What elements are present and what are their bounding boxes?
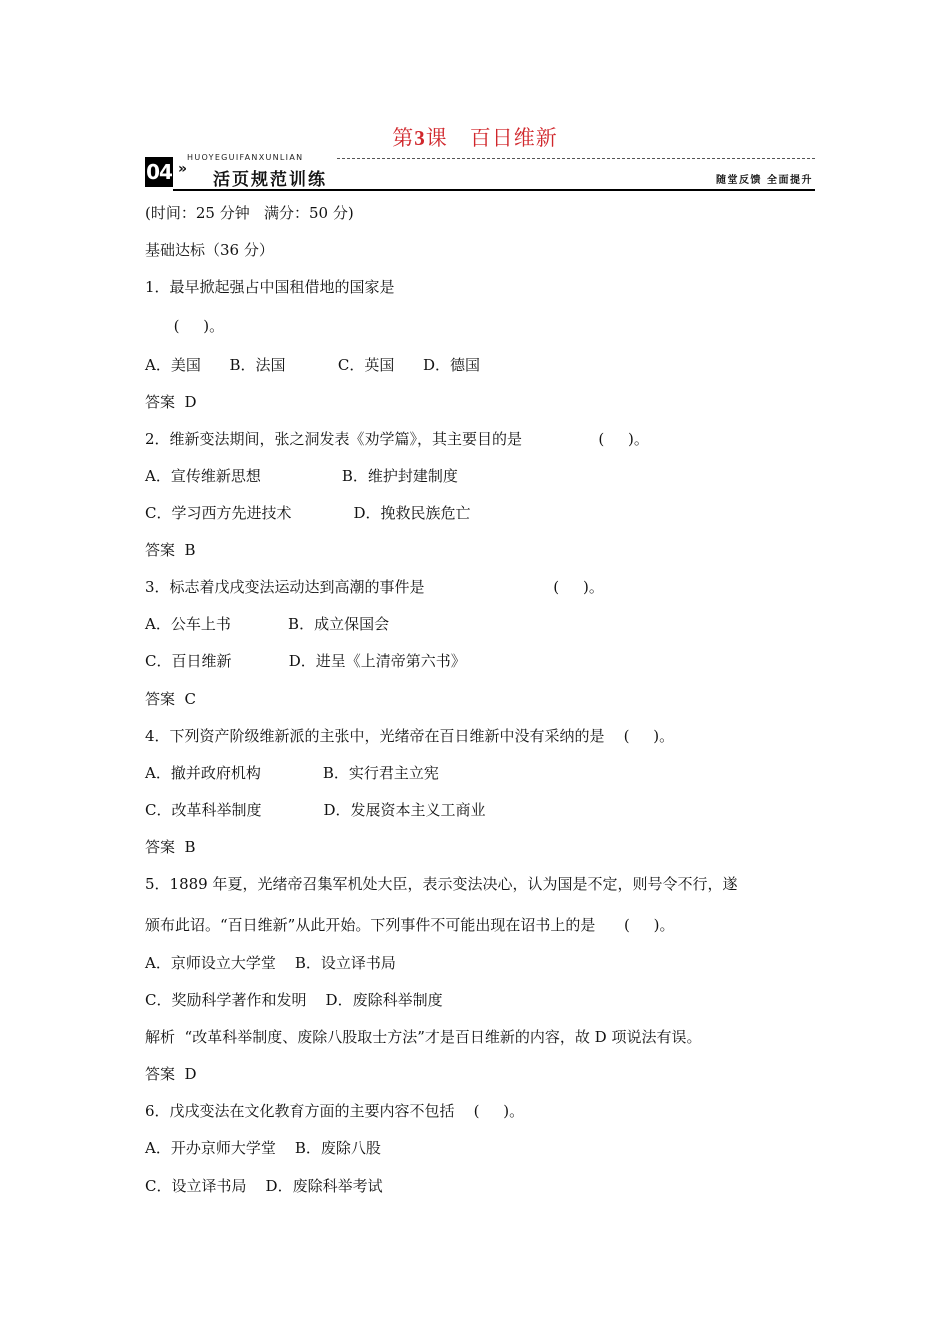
text-line: 答案 B [145,541,196,559]
section-number-badge: 04 [145,157,173,187]
text-line: 2．维新变法期间，张之洞发表《劝学篇》，其主要目的是 ( )。 [145,430,649,448]
banner-rule [173,189,815,191]
text-line: (时间：25 分钟 满分：50 分) [145,204,354,222]
text-line: A．公车上书 B．成立保国会 [145,615,390,633]
lesson-title: 百日维新 [469,126,558,150]
text-line: A．宣传维新思想 B．维护封建制度 [145,467,458,485]
lesson-number: 3 [414,126,426,150]
text-line: 答案 D [145,1065,197,1083]
text-line: C．百日维新 D．进呈《上清帝第六书》 [145,652,466,670]
dashed-divider [337,158,815,159]
text-line: 5．1889 年夏，光绪帝召集军机处大臣，表示变法决心，认为国是不定，则号令不行，遂 [145,875,738,893]
chevron-icon: » [178,161,188,177]
text-line: A．开办京师大学堂 B．废除八股 [145,1139,381,1157]
text-line: C．改革科举制度 D．发展资本主义工商业 [145,801,486,819]
text-line: 1．最早掀起强占中国租借地的国家是 [145,278,395,296]
text-line: 基础达标（36 分） [145,241,274,259]
text-line: C．设立译书局 D．废除科举考试 [145,1177,383,1195]
page-title [0,122,950,152]
text-line: ( )。 [145,317,225,335]
text-line: A．美国 B．法国 C．英国 D．德国 [145,356,481,374]
title-lesson-word: 课 [425,126,448,150]
text-line: 4．下列资产阶级维新派的主张中，光绪帝在百日维新中没有采纳的是 ( )。 [145,727,675,745]
section-banner [145,153,815,193]
section-title: 活页规范训练 [213,170,327,190]
text-line: A．京师设立大学堂 B．设立译书局 [145,954,396,972]
text-line: 答案 D [145,393,197,411]
title-prefix: 第 [392,126,415,150]
section-pinyin: HUOYEGUIFANXUNLIAN [187,153,304,162]
text-line: A．撤并政府机构 B．实行君主立宪 [145,764,439,782]
text-line: 6．戊戌变法在文化教育方面的主要内容不包括 ( )。 [145,1102,525,1120]
text-line: 答案 B [145,838,196,856]
text-line: 3．标志着戊戌变法运动达到高潮的事件是 ( )。 [145,578,604,596]
text-line: 解析 “改革科举制度、废除八股取士方法”才是百日维新的内容，故 D 项说法有误。 [145,1028,702,1046]
text-line: C．学习西方先进技术 D．挽救民族危亡 [145,504,471,522]
text-line: 答案 C [145,690,197,708]
text-line: C．奖励科学著作和发明 D．废除科举制度 [145,991,443,1009]
section-slogan: 随堂反馈 全面提升 [716,175,813,186]
text-line: 颁布此诏。“百日维新”从此开始。下列事件不可能出现在诏书上的是 ( )。 [145,916,675,934]
